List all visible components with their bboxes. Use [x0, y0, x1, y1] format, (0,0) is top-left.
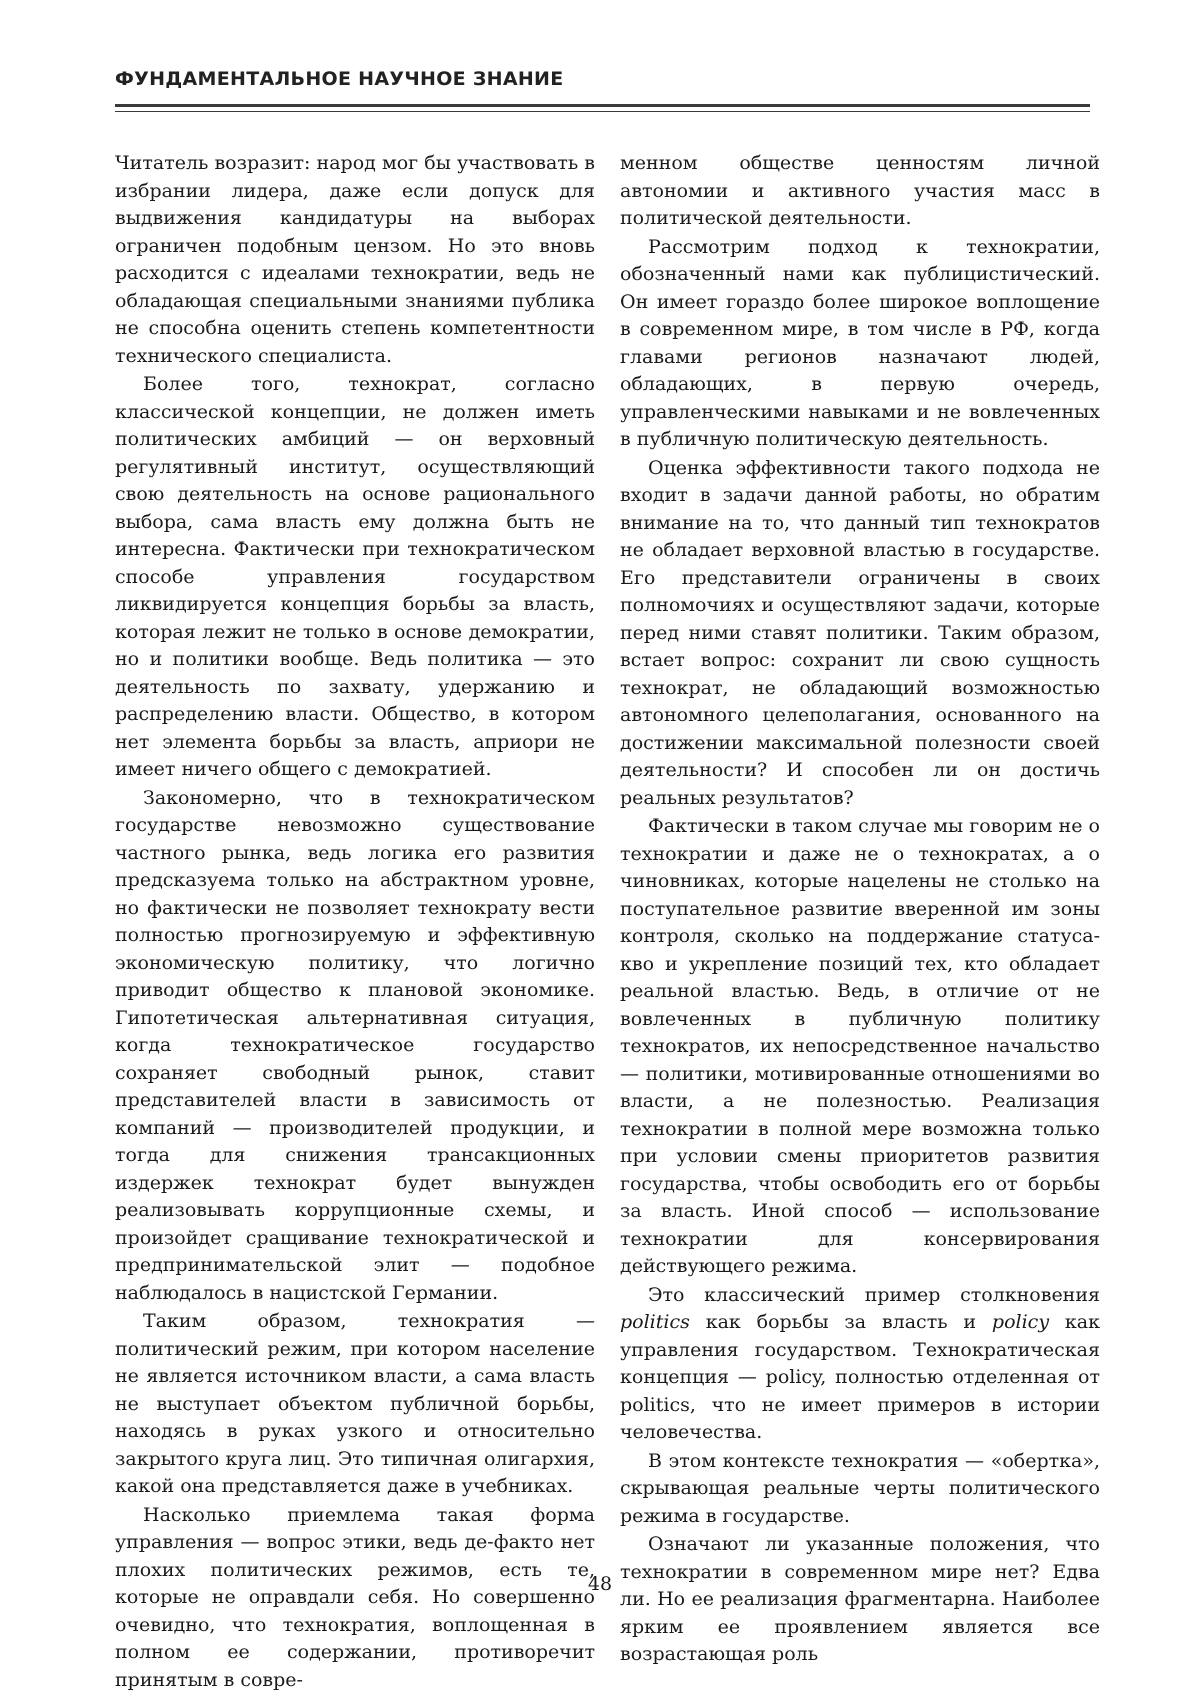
text-span: как борьбы за власть и: [689, 1311, 992, 1333]
paragraph: Насколько приемлема такая форма управления — вопрос этики, ведь де-факто нет плохих политических режимов, есть те, которые не оправдали себя. Но совершенно очевидно, что технократия, воплощенная в полном ее содержании, противоречит принятым в совре-: [115, 1503, 595, 1691]
italic-term-policy: policy: [991, 1311, 1050, 1333]
paragraph: Читатель возразит: народ мог бы участвовать в избрании лидера, даже если допуск для выдвижения кандидатуры на выборах ограничен подобным цензом. Но это вновь расходится с идеалами технократии, ведь не обладающая специальными знаниями публика не способна оценить степень компетентности технического специалиста.: [115, 152, 595, 367]
paragraph: Рассмотрим подход к технократии, обозначенный нами как публицистический. Он имеет гораздо более широкое воплощение в современном мире, в том числе в РФ, когда главами регионов назначают людей, обладающих, в первую очередь, управленческими навыками и не вовлеченных в публичную политическую деятельность.: [620, 235, 1100, 450]
text-span: как управления государством. Технократическая концепция — policy, полностью отделенная от politics, что не имеет примеров в истории человечества.: [620, 1311, 1100, 1443]
paragraph-continuation: менном обществе ценностям личной автономии и активного участия масс в политической деятельности.: [620, 152, 1100, 229]
header-rule-thick: [115, 104, 1090, 107]
left-column: [115, 150, 595, 1695]
running-header: ФУНДАМЕНТАЛЬНОЕ НАУЧНОЕ ЗНАНИЕ: [115, 68, 564, 90]
paragraph: В этом контексте технократия — «обертка», скрывающая реальные черты политического режима в государстве.: [620, 1449, 1100, 1527]
italic-term-politics: politics: [620, 1311, 690, 1333]
paragraph: Таким образом, технократия — политический режим, при котором население не является источником власти, а сама власть не выступает объектом публичной борьбы, находясь в руках узкого и относительно закрытого круга лиц. Это типичная олигархия, какой она представляется даже в учебниках.: [115, 1310, 595, 1497]
paragraph: Более того, технократ, согласно классической концепции, не должен иметь политических амбиций — он верховный регулятивный институт, осуществляющий свою деятельность на основе рационального выбора, сама власть ему должна быть не интересна. Фактически при технократическом способе управления государством ликвидируется концепция борьбы за власть, которая лежит не только в основе демократии, но и политики вообще. Ведь политика — это деятельность по захвату, удержанию и распределению власти. Общество, в котором нет элемента борьбы за власть, априори не имеет ничего общего с демократией.: [115, 373, 595, 780]
right-column: [620, 150, 1100, 1670]
header-rule-thin: [115, 111, 1090, 112]
text-span: Это классический пример столкновения: [648, 1283, 1100, 1306]
paragraph: Фактически в таком случае мы говорим не о технократии и даже не о технократах, а о чиновниках, которые нацелены не столько на поступательное развитие вверенной им зоны контроля, сколько на поддержание статуса-кво и укрепление позиций тех, кто обладает реальной властью. Ведь, в отличие от не вовлеченных в публичную политику технократов, их непосредственное начальство — политики, мотивированные отношениями во власти, а не полезностью. Реализация технократии в полной мере возможна только при условии смены приоритетов развития государства, чтобы освободить его от борьбы за власть. Иной способ — использование технократии для консервирования действующего режима.: [620, 815, 1100, 1277]
page-number: 48: [587, 1573, 613, 1595]
paragraph: Оценка эффективности такого подхода не входит в задачи данной работы, но обратим внимание на то, что данный тип технократов не обладает верховной властью в государстве. Его представители ограничены в своих полномочиях и осуществляют задачи, которые перед ними ставят политики. Таким образом, встает вопрос: сохранит ли свою сущность технократ, не обладающий возможностью автономного целеполагания, основанного на достижении максимальной полезности своей деятельности? И способен ли он достичь реальных результатов?: [620, 456, 1100, 809]
paragraph-politics-policy: [620, 1282, 1100, 1447]
paragraph: Закономерно, что в технократическом государстве невозможно существование частного рынка, ведь логика его развития предсказуема только на абстрактном уровне, но фактически не позволяет технократу вести полностью прогнозируемую и эффективную экономическую политику, что логично приводит общество к плановой экономике. Гипотетическая альтернативная ситуация, когда технократическое государство сохраняет свободный рынок, ставит представителей власти в зависимость от компаний — производителей продукции, и тогда для снижения трансакционных издержек технократ будет вынужден реализовывать коррупционные схемы, и произойдет сращивание технократической и предпринимательской элит — подобное наблюдалось в нацистской Германии.: [115, 786, 595, 1304]
paragraph: Означают ли указанные положения, что технократии в современном мире нет? Едва ли. Но ее реализация фрагментарна. Наиболее ярким ее проявлением является все возрастающая роль: [620, 1533, 1100, 1665]
